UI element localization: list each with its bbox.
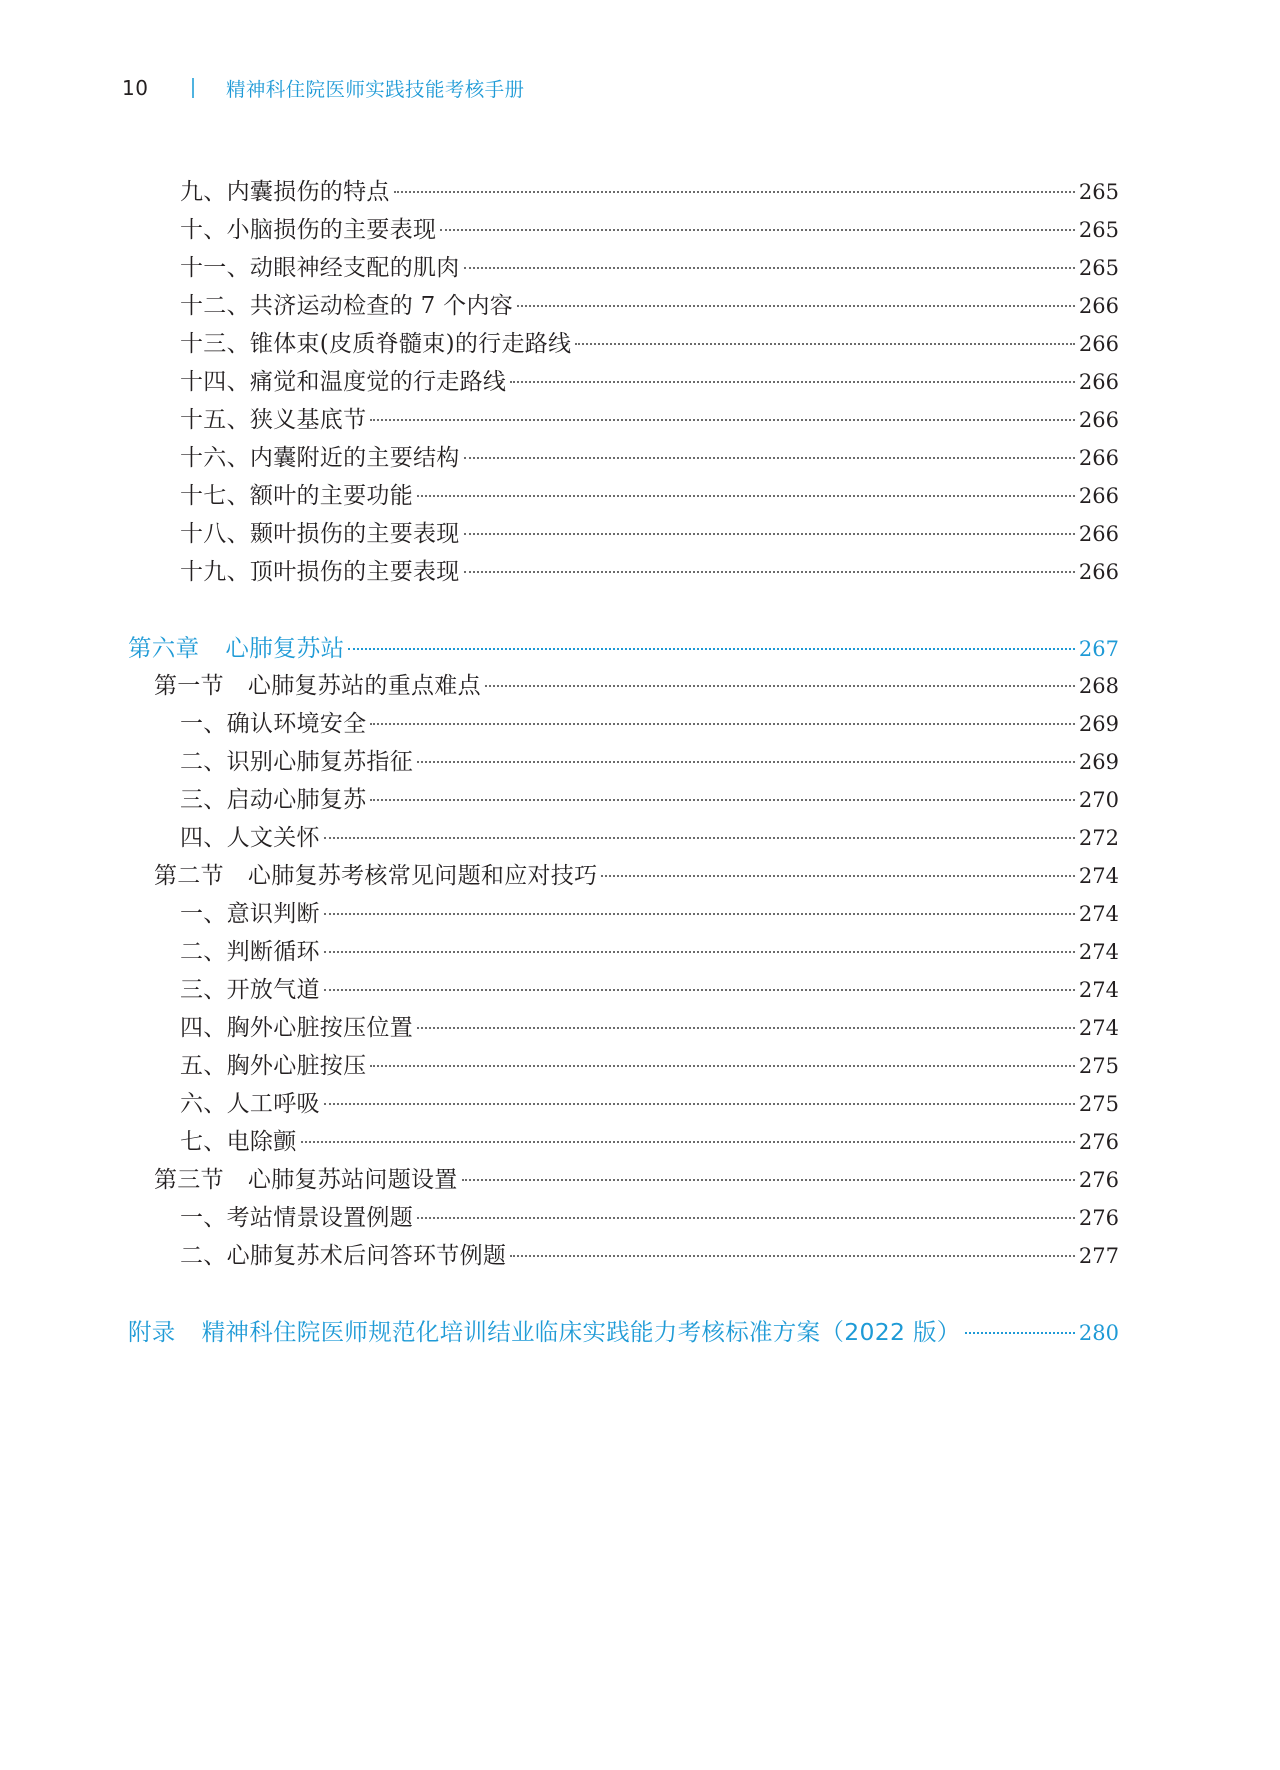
book-title: 精神科住院医师实践技能考核手册: [225, 78, 525, 101]
section-title: 心肺复苏考核常见问题和应对技巧: [247, 863, 598, 889]
dot-leader: [464, 457, 1075, 459]
toc-item-label: 十四、痛觉和温度觉的行走路线: [180, 369, 507, 395]
toc-item-label: 六、人工呼吸: [180, 1091, 320, 1117]
dot-leader: [440, 229, 1075, 231]
toc-item[interactable]: [180, 1010, 1119, 1046]
toc-item-label: 十五、狭义基底节: [180, 407, 367, 433]
dot-leader: [370, 419, 1075, 421]
toc-section[interactable]: [154, 668, 1119, 704]
toc-item-label: 十九、顶叶损伤的主要表现: [180, 559, 460, 585]
toc-item[interactable]: [180, 1086, 1119, 1122]
toc-item[interactable]: [180, 896, 1119, 932]
dot-leader: [370, 1065, 1075, 1067]
toc-item[interactable]: [180, 364, 1119, 400]
dot-leader: [324, 913, 1075, 915]
dot-leader: [510, 381, 1075, 383]
toc-item-page: 266: [1078, 332, 1119, 356]
toc-item[interactable]: [180, 288, 1119, 324]
chapter-title: 心肺复苏站: [225, 634, 345, 662]
toc-item-label: 十一、动眼神经支配的肌肉: [180, 255, 460, 281]
dot-leader: [575, 343, 1075, 345]
toc-chapter-6[interactable]: [128, 630, 1119, 666]
toc-item-label: 一、意识判断: [180, 901, 320, 927]
toc-item[interactable]: [180, 782, 1119, 818]
section-title: 心肺复苏站问题设置: [247, 1167, 458, 1193]
toc-item-page: 266: [1078, 484, 1119, 508]
dot-leader: [464, 267, 1075, 269]
dot-leader: [324, 837, 1075, 839]
toc-item-label: 十六、内囊附近的主要结构: [180, 445, 460, 471]
toc-item-page: 265: [1078, 218, 1119, 242]
section-number: 第一节: [154, 673, 224, 699]
dot-leader: [510, 1255, 1075, 1257]
toc-item[interactable]: [180, 174, 1119, 210]
section-number: 第三节: [154, 1167, 224, 1193]
section-heading: [154, 1162, 458, 1198]
toc-item[interactable]: [180, 554, 1119, 590]
toc-item-label: 七、电除颤: [180, 1129, 297, 1155]
toc-item-page: 266: [1078, 446, 1119, 470]
toc-item-page: 269: [1078, 750, 1119, 774]
dot-leader: [417, 1217, 1075, 1219]
toc-item[interactable]: [180, 820, 1119, 856]
header-divider: [192, 78, 194, 98]
toc-item-label: 十八、颞叶损伤的主要表现: [180, 521, 460, 547]
dot-leader: [348, 648, 1075, 650]
toc-item[interactable]: [180, 1048, 1119, 1084]
dot-leader: [370, 723, 1075, 725]
toc-item-label: 十二、共济运动检查的 7 个内容: [180, 293, 514, 319]
dot-leader: [462, 1179, 1075, 1181]
toc-section[interactable]: [154, 858, 1119, 894]
toc-item-page: 266: [1078, 370, 1119, 394]
toc-item-page: 272: [1078, 826, 1119, 850]
section-number: 第二节: [154, 863, 224, 889]
toc-item-page: 266: [1078, 560, 1119, 584]
dot-leader: [965, 1332, 1075, 1334]
toc-appendix[interactable]: [128, 1314, 1119, 1350]
section-page: 274: [1078, 864, 1119, 888]
toc-item[interactable]: [180, 706, 1119, 742]
toc-item[interactable]: [180, 744, 1119, 780]
toc-item-label: 五、胸外心脏按压: [180, 1053, 367, 1079]
toc-item[interactable]: [180, 1238, 1119, 1274]
toc-item-page: 276: [1078, 1206, 1119, 1230]
section-page: 268: [1078, 674, 1119, 698]
toc-item-label: 四、胸外心脏按压位置: [180, 1015, 413, 1041]
chapter-heading: [128, 630, 344, 666]
toc-item-label: 十七、额叶的主要功能: [180, 483, 413, 509]
toc-item-page: 275: [1078, 1092, 1119, 1116]
dot-leader: [417, 761, 1075, 763]
toc-item[interactable]: [180, 250, 1119, 286]
chapter-page: 267: [1078, 637, 1119, 661]
section-title: 心肺复苏站的重点难点: [247, 673, 481, 699]
appendix-heading: [128, 1314, 961, 1350]
section-heading: [154, 668, 481, 704]
dot-leader: [517, 305, 1075, 307]
dot-leader: [394, 191, 1075, 193]
toc-item[interactable]: [180, 1124, 1119, 1160]
toc-item-label: 三、开放气道: [180, 977, 320, 1003]
toc-item-page: 266: [1078, 522, 1119, 546]
toc-item-label: 十三、锥体束(皮质脊髓束)的行走路线: [180, 331, 572, 357]
toc-item-label: 九、内囊损伤的特点: [180, 179, 390, 205]
dot-leader: [324, 951, 1075, 953]
toc-item-page: 274: [1078, 978, 1119, 1002]
toc-item-page: 269: [1078, 712, 1119, 736]
running-head: [122, 72, 524, 104]
section-heading: [154, 858, 597, 894]
toc-section[interactable]: [154, 1162, 1119, 1198]
toc-item[interactable]: [180, 1200, 1119, 1236]
toc-item[interactable]: [180, 934, 1119, 970]
toc-item-label: 二、心肺复苏术后问答环节例题: [180, 1243, 507, 1269]
toc-item-label: 二、判断循环: [180, 939, 320, 965]
dot-leader: [324, 989, 1075, 991]
toc-item-label: 一、考站情景设置例题: [180, 1205, 413, 1231]
toc-item-label: 四、人文关怀: [180, 825, 320, 851]
toc-item-label: 一、确认环境安全: [180, 711, 367, 737]
dot-leader: [417, 495, 1075, 497]
page-number: 10: [122, 76, 149, 100]
dot-leader: [417, 1027, 1075, 1029]
chapter-number: 第六章: [128, 634, 200, 662]
toc-item-page: 274: [1078, 1016, 1119, 1040]
toc-item[interactable]: [180, 326, 1119, 362]
dot-leader: [301, 1141, 1075, 1143]
appendix-title: 精神科住院医师规范化培训结业临床实践能力考核标准方案（2022 版）: [201, 1318, 961, 1346]
toc-item[interactable]: [180, 516, 1119, 552]
toc-item-page: 274: [1078, 940, 1119, 964]
appendix-page: 280: [1078, 1321, 1119, 1345]
toc-item-label: 二、识别心肺复苏指征: [180, 749, 413, 775]
toc-item-label: 十、小脑损伤的主要表现: [180, 217, 437, 243]
toc-item[interactable]: [180, 440, 1119, 476]
dot-leader: [464, 533, 1075, 535]
toc-item-page: 270: [1078, 788, 1119, 812]
toc-item-page: 274: [1078, 902, 1119, 926]
toc-item-page: 265: [1078, 256, 1119, 280]
toc-item-page: 265: [1078, 180, 1119, 204]
toc-item[interactable]: [180, 972, 1119, 1008]
toc-item-page: 276: [1078, 1130, 1119, 1154]
toc-item[interactable]: [180, 212, 1119, 248]
appendix-number: 附录: [128, 1318, 176, 1346]
toc-item-label: 三、启动心肺复苏: [180, 787, 367, 813]
toc-item-page: 266: [1078, 294, 1119, 318]
toc-item-page: 275: [1078, 1054, 1119, 1078]
toc-item-page: 266: [1078, 408, 1119, 432]
toc-item[interactable]: [180, 478, 1119, 514]
dot-leader: [485, 685, 1075, 687]
dot-leader: [370, 799, 1075, 801]
dot-leader: [601, 875, 1075, 877]
toc-item-page: 277: [1078, 1244, 1119, 1268]
dot-leader: [324, 1103, 1075, 1105]
section-page: 276: [1078, 1168, 1119, 1192]
toc-item[interactable]: [180, 402, 1119, 438]
dot-leader: [464, 571, 1075, 573]
